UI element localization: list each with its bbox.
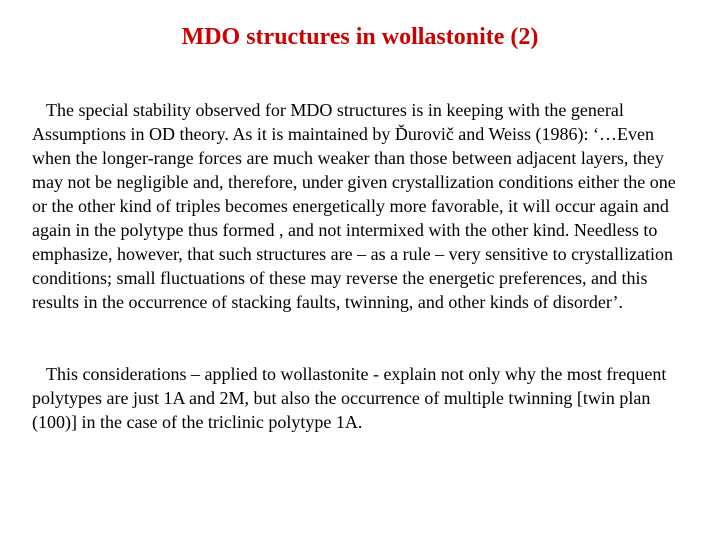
slide-title: MDO structures in wollastonite (2): [181, 24, 539, 50]
paragraph-considerations: This considerations – applied to wollastonite - explain not only why the most frequent polytypes are just 1A and 2M, but also the occurrence of multiple twinning [twin plan (100)] in the case of the triclinic polytype 1A.: [32, 364, 667, 432]
paragraph-stability: The special stability observed for MDO structures is in keeping with the general Assumptions in OD theory. As it is maintained by Ďurovič and Weiss (1986): ‘…Even when the longer-range forces are much weaker than those between adjacent layers, they may not be negligible and, therefore, under given crystallization conditions either the one or the other kind of triples becomes energetically more favorable, it will occur again and again in the polytype thus formed , and not intermixed with the other kind. Needless to emphasize, however, that such structures are – as a rule – very sensitive to crystallization conditions; small fluctuations of these may reverse the energetic preferences, and this results in the occurrence of stacking faults, twinning, and other kinds of disorder’.: [32, 100, 676, 312]
